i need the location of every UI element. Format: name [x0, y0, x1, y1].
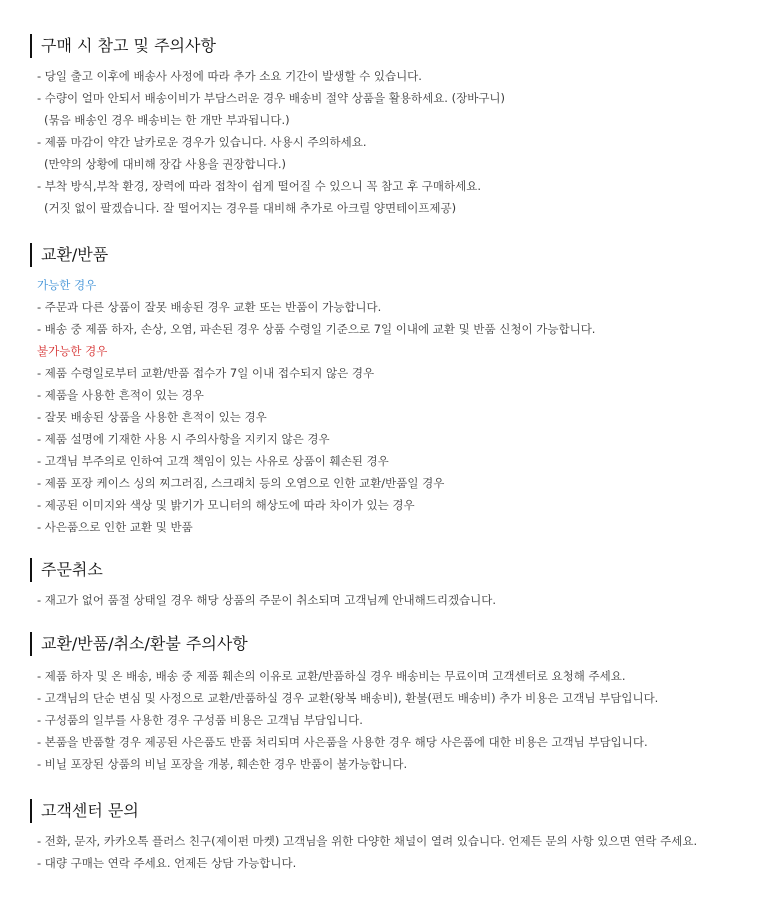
notice-line: (묶음 배송인 경우 배송비는 한 개만 부과됩니다.) — [44, 113, 290, 127]
cancel-line: - 재고가 없어 품절 상태일 경우 해당 상품의 주문이 취소되며 고객님께 안내해드리겠습니다. — [37, 593, 497, 607]
section-body — [30, 589, 750, 611]
impossible-line: - 제품 수령일로부터 교환/반품 접수가 7일 이내 접수되지 않은 경우 — [37, 366, 375, 380]
notice-line: - 당일 출고 이후에 배송사 사정에 따라 추가 소요 기간이 발생할 수 있습니다. — [37, 69, 422, 83]
section-title: 고객센터 문의 — [30, 799, 750, 823]
refund-line: - 비닐 포장된 상품의 비닐 포장을 개봉, 훼손한 경우 반품이 불가능합니다. — [37, 757, 408, 771]
section-purchase-notice — [30, 34, 750, 219]
section-body — [30, 665, 750, 775]
section-title: 교환/반품 — [30, 243, 750, 267]
notice-line: - 제품 마감이 약간 날카로운 경우가 있습니다. 사용시 주의하세요. — [37, 135, 367, 149]
support-line: - 대량 구매는 연락 주세요. 언제든 상담 가능합니다. — [37, 856, 297, 870]
refund-line: - 고객님의 단순 변심 및 사정으로 교환/반품하실 경우 교환(왕복 배송비), 환불(편도 배송비) 추가 비용은 고객님 부담입니다. — [37, 691, 659, 705]
impossible-line: - 잘못 배송된 상품을 사용한 흔적이 있는 경우 — [37, 410, 267, 424]
impossible-line: - 제품 포장 케이스 싱의 찌그러짐, 스크래치 등의 오염으로 인한 교환/반품일 경우 — [37, 476, 445, 490]
impossible-line: - 제품 설명에 기재한 사용 시 주의사항을 지키지 않은 경우 — [37, 432, 330, 446]
notice-line: (거짓 없이 팔겠습니다. 잘 떨어지는 경우를 대비해 추가로 아크릴 양면테이프제공) — [44, 201, 457, 215]
impossible-line: - 제공된 이미지와 색상 및 밝기가 모니터의 해상도에 따라 차이가 있는 경우 — [37, 498, 415, 512]
refund-line: - 구성품의 일부를 사용한 경우 구성품 비용은 고객님 부담입니다. — [37, 713, 363, 727]
possible-cases-label: 가능한 경우 — [37, 278, 97, 292]
section-title: 구매 시 참고 및 주의사항 — [30, 34, 750, 58]
refund-line: - 제품 하자 및 온 배송, 배송 중 제품 훼손의 이유로 교환/반품하실 경우 배송비는 무료이며 고객센터로 요청해 주세요. — [37, 669, 626, 683]
impossible-line: - 고객님 부주의로 인하여 고객 책임이 있는 사유로 상품이 훼손된 경우 — [37, 454, 389, 468]
possible-line: - 배송 중 제품 하자, 손상, 오염, 파손된 경우 상품 수령일 기준으로 7일 이내에 교환 및 반품 신청이 가능합니다. — [37, 322, 596, 336]
section-exchange-return — [30, 243, 750, 538]
notice-line: - 부착 방식,부착 환경, 장력에 따라 접착이 쉽게 떨어질 수 있으니 꼭 참고 후 구매하세요. — [37, 179, 481, 193]
section-customer-center — [30, 799, 750, 874]
notice-line: (만약의 상황에 대비해 장갑 사용을 권장합니다.) — [44, 157, 286, 171]
section-title: 주문취소 — [30, 558, 750, 582]
impossible-line: - 사은품으로 인한 교환 및 반품 — [37, 520, 193, 534]
section-body — [30, 830, 750, 874]
support-line: - 전화, 문자, 카카오톡 플러스 친구(제이펀 마켓) 고객님을 위한 다양한 채널이 열려 있습니다. 언제든 문의 사항 있으면 연락 주세요. — [37, 834, 698, 848]
section-order-cancel — [30, 558, 750, 611]
section-body — [30, 274, 750, 538]
section-refund-notice — [30, 632, 750, 775]
refund-line: - 본품을 반품할 경우 제공된 사은품도 반품 처리되며 사은품을 사용한 경우 해당 사은품에 대한 비용은 고객님 부담입니다. — [37, 735, 648, 749]
possible-line: - 주문과 다른 상품이 잘못 배송된 경우 교환 또는 반품이 가능합니다. — [37, 300, 382, 314]
section-body — [30, 65, 750, 219]
notice-line: - 수량이 얼마 안되서 배송이비가 부담스러운 경우 배송비 절약 상품을 활용하세요. (장바구니) — [37, 91, 506, 105]
impossible-cases-label: 불가능한 경우 — [37, 344, 108, 358]
impossible-line: - 제품을 사용한 흔적이 있는 경우 — [37, 388, 204, 402]
section-title: 교환/반품/취소/환불 주의사항 — [30, 632, 750, 656]
